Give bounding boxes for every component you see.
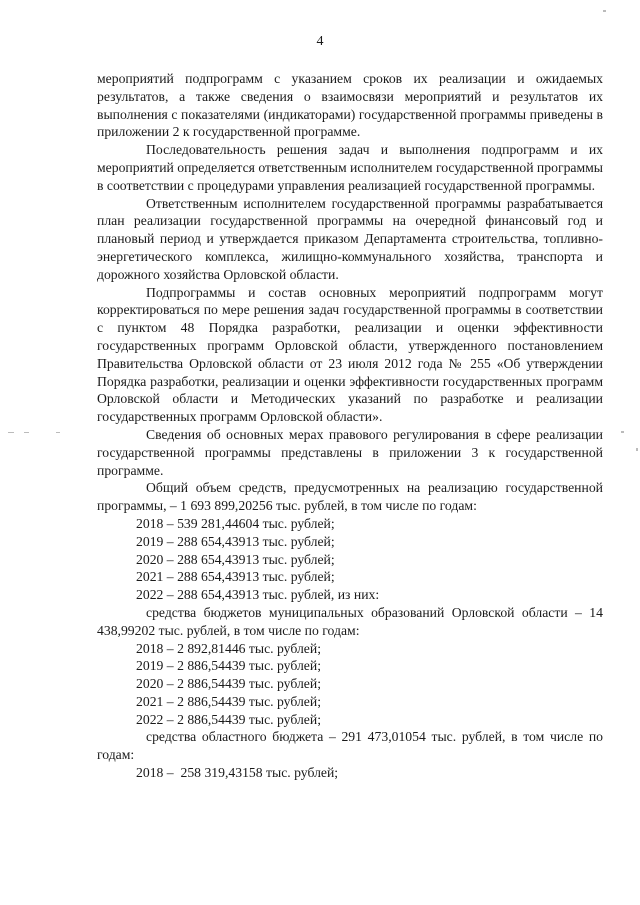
scan-speck xyxy=(621,431,624,433)
total-2018: 2018 – 539 281,44604 тыс. рублей; xyxy=(136,515,335,531)
regional-intro: средства областного бюджета – 291 473,01054 тыс. рублей, в том числе по годам: xyxy=(97,729,603,763)
paragraph-4: Подпрограммы и состав основных мероприятий подпрограмм могут корректироваться по мере решения задач государственной программы в соответствии с пунктом 48 Порядка разработки, реализации и оценки эффективности государственных программ Орловской области, утвержденного постановлением Правительства Орловской области от 23 июля 2012 года № 255 «Об утверждении Порядка разработки, реализации и оценки эффективности государственных программ Орловской области и Методических указаний по разработке и реализации государственных программ Орловской области». xyxy=(97,284,603,425)
scan-speck xyxy=(8,432,14,433)
document-body xyxy=(97,70,603,782)
total-2022: 2022 – 288 654,43913 тыс. рублей, из них: xyxy=(136,587,380,603)
scan-speck xyxy=(24,432,29,433)
paragraph-5: Сведения об основных мерах правового регулирования в сфере реализации государственной программы представлены в приложении 3 к государственной программе. xyxy=(97,426,603,478)
municipal-2019: 2019 – 2 886,54439 тыс. рублей; xyxy=(136,658,322,674)
regional-2018: 2018 – 258 319,43158 тыс. рублей; xyxy=(136,765,339,781)
municipal-2021: 2021 – 2 886,54439 тыс. рублей; xyxy=(136,693,322,709)
total-2021: 2021 – 288 654,43913 тыс. рублей; xyxy=(136,569,335,585)
scan-speck xyxy=(56,432,60,433)
paragraph-1: мероприятий подпрограмм с указанием сроков их реализации и ожидаемых результатов, а также сведения о взаимосвязи мероприятий и результатов их выполнения с показателями (индикаторами) государственной программы приведены в приложении 2 к государственной программе. xyxy=(97,71,603,140)
scan-speck xyxy=(636,448,638,451)
municipal-2022: 2022 – 2 886,54439 тыс. рублей; xyxy=(136,711,322,727)
total-2019: 2019 – 288 654,43913 тыс. рублей; xyxy=(136,533,335,549)
paragraph-6: Общий объем средств, предусмотренных на реализацию государственной программы, – 1 693 899,20256 тыс. рублей, в том числе по годам: xyxy=(97,480,603,514)
municipal-2020: 2020 – 2 886,54439 тыс. рублей; xyxy=(136,676,322,692)
paragraph-3: Ответственным исполнителем государственной программы разрабатывается план реализации государственной программы на очередной финансовый год и плановый период и утверждается приказом Департамента строительства, топливно-энергетического комплекса, жилищно-коммунального хозяйства, транспорта и дорожного хозяйства Орловской области. xyxy=(97,195,603,282)
page-number: 4 xyxy=(316,34,324,49)
municipal-intro: средства бюджетов муниципальных образований Орловской области – 14 438,99202 тыс. рублей, в том числе по годам: xyxy=(97,604,603,638)
municipal-2018: 2018 – 2 892,81446 тыс. рублей; xyxy=(136,640,322,656)
paragraph-2: Последовательность решения задач и выполнения подпрограмм и их мероприятий определяется ответственным исполнителем государственной программы в соответствии с процедурами управления реализацией государственной программы. xyxy=(97,142,604,193)
total-2020: 2020 – 288 654,43913 тыс. рублей; xyxy=(136,551,335,567)
scan-speck xyxy=(603,10,606,12)
